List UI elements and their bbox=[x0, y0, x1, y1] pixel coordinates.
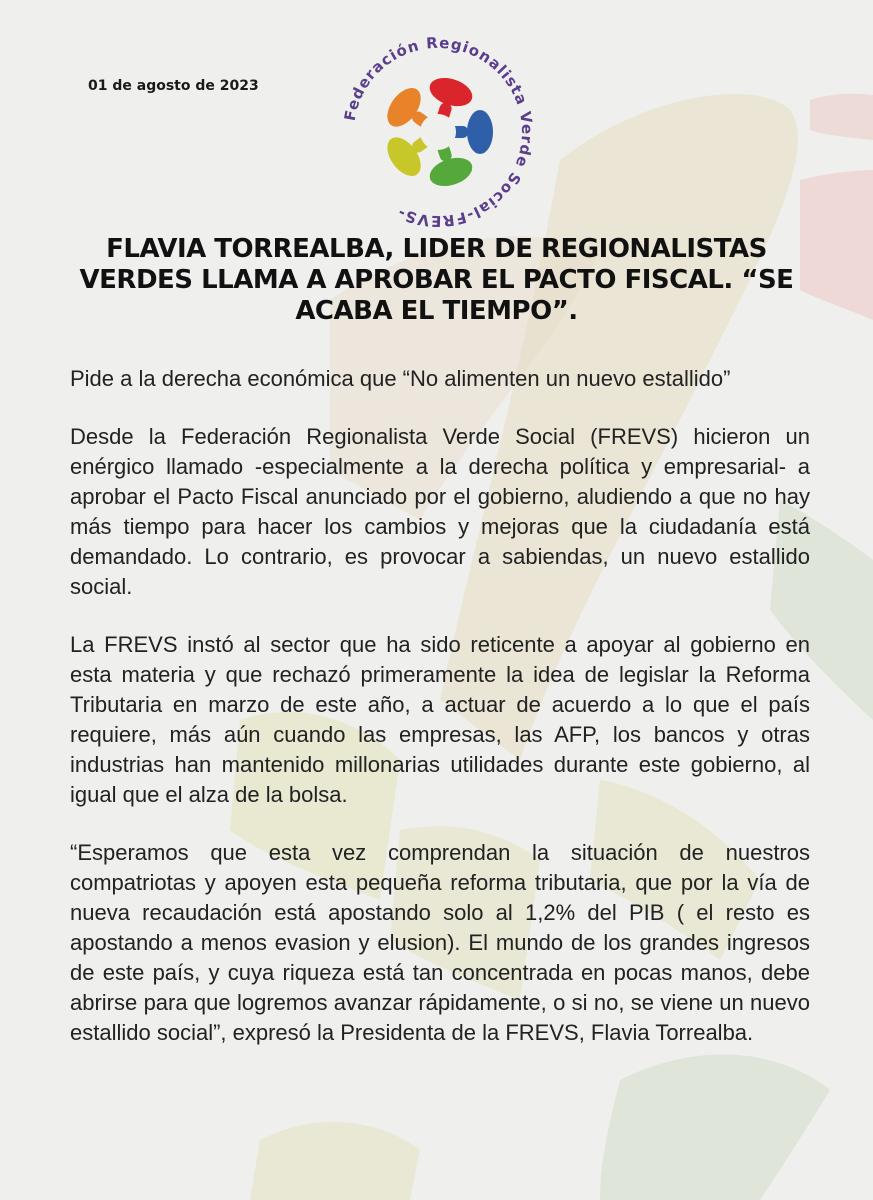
headline: FLAVIA TORREALBA, LIDER DE REGIONALISTAS VERDES LLAMA A APROBAR EL PACTO FISCAL. “SE ACABA EL TIEMPO”. bbox=[79, 234, 794, 326]
article-body bbox=[70, 364, 810, 1076]
paragraph-2: La FREVS instó al sector que ha sido reticente a apoyar al gobierno en esta materia y que rechazó primeramente la idea de legislar la Reforma Tributaria en marzo de este año, a actuar de acuerdo a lo que el país requiere, más aún cuando las empresas, las AFP, los bancos y otras industrias han mantenido millonarias utilidades durante este gobierno, al igual que el alza de la bolsa. bbox=[70, 632, 810, 807]
paragraph-3: “Esperamos que esta vez comprendan la situación de nuestros compatriotas y apoyen esta pequeña reforma tributaria, que por la vía de nueva recaudación está apostando solo al 1,2% del PIB ( el resto es apostando a menos evasion y elusion). El mundo de los grandes ingresos de este país, y cuya riqueza está tan concentrada en pocas manos, debe abrirse para que logremos avanzar rápidamente, o si no, se viene un nuevo estallido social”, expresó la Presidenta de la FREVS, Flavia Torrealba. bbox=[70, 840, 810, 1045]
hands-icon bbox=[381, 73, 493, 191]
logo-ring-text: Federación Regionalista Verde Social-FREVS- bbox=[340, 33, 537, 231]
paragraph-subtitle: Pide a la derecha económica que “No alimenten un nuevo estallido” bbox=[70, 366, 731, 391]
frevs-logo bbox=[338, 32, 538, 232]
publication-date: 01 de agosto de 2023 bbox=[88, 78, 259, 94]
paragraph-1: Desde la Federación Regionalista Verde Social (FREVS) hicieron un enérgico llamado -especialmente a la derecha política y empresarial- a aprobar el Pacto Fiscal anunciado por el gobierno, aludiendo a que no hay más tiempo para hacer los cambios y mejoras que la ciudadanía está demandado. Lo contrario, es provocar a sabiendas, un nuevo estallido social. bbox=[70, 424, 810, 599]
